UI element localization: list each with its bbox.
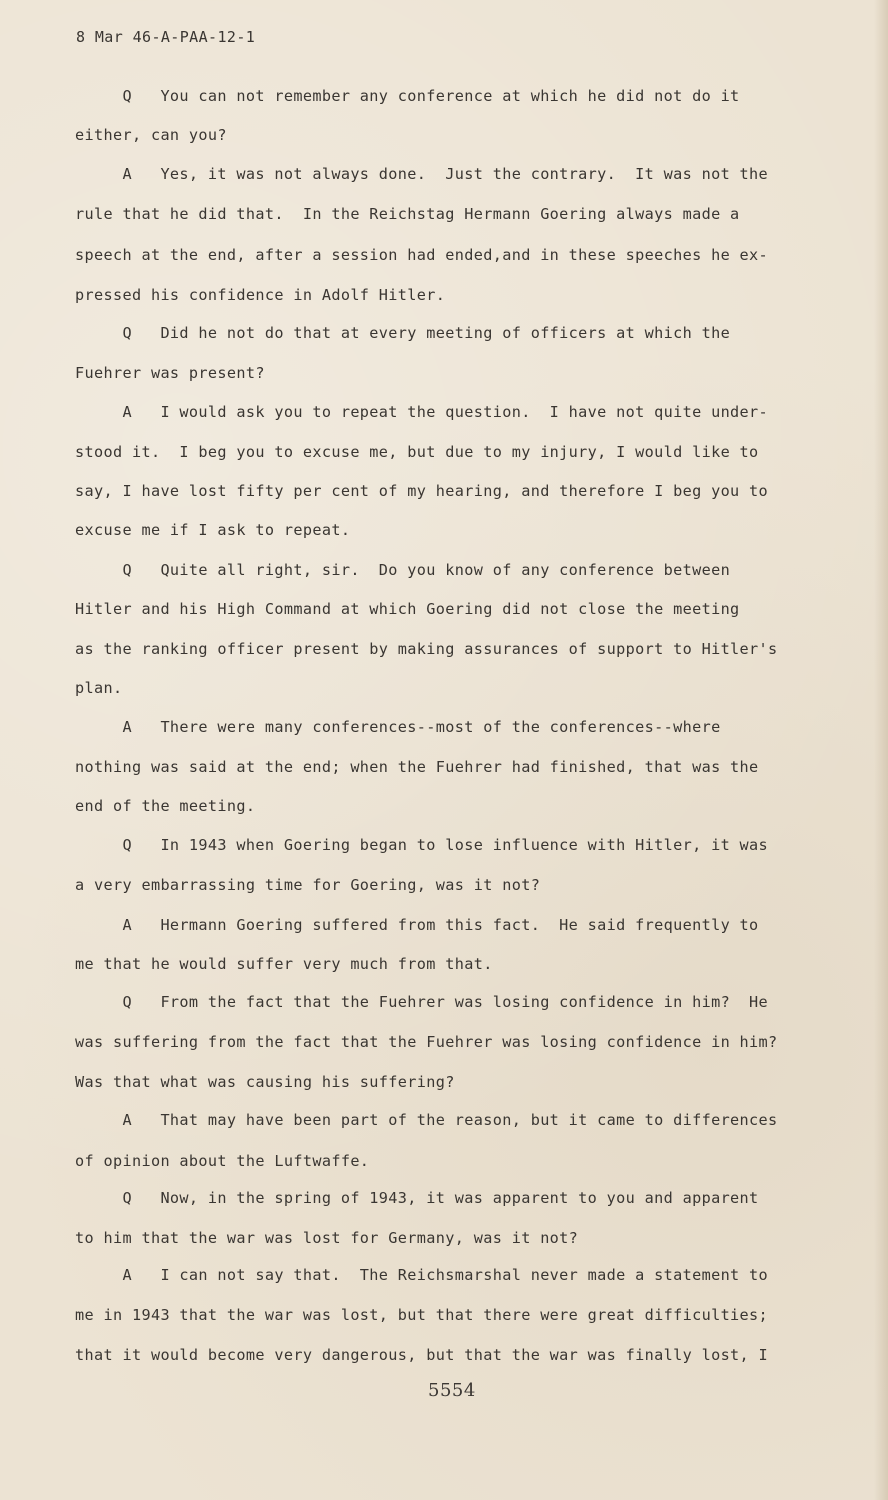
transcript-line: A I would ask you to repeat the question. I have not quite under- — [75, 403, 769, 421]
transcript-line: nothing was said at the end; when the Fuehrer had finished, that was the — [75, 758, 759, 776]
transcript-line: Fuehrer was present? — [75, 364, 265, 382]
transcript-line: me that he would suffer very much from that. — [75, 955, 493, 973]
transcript-line: Q Did he not do that at every meeting of officers at which the — [75, 324, 731, 342]
transcript-line: A Yes, it was not always done. Just the contrary. It was not the — [75, 165, 769, 183]
transcript-line: to him that the war was lost for Germany, was it not? — [75, 1229, 579, 1247]
page-number: 5554 — [428, 1380, 476, 1401]
transcript-line: pressed his confidence in Adolf Hitler. — [75, 286, 446, 304]
transcript-line: Q From the fact that the Fuehrer was losing confidence in him? He — [75, 993, 769, 1011]
transcript-line: Q In 1943 when Goering began to lose influence with Hitler, it was — [75, 836, 769, 854]
transcript-line: that it would become very dangerous, but that the war was finally lost, I — [75, 1346, 769, 1364]
transcript-line: Q Quite all right, sir. Do you know of any conference between — [75, 561, 731, 579]
transcript-line: me in 1943 that the war was lost, but that there were great difficulties; — [75, 1306, 769, 1324]
transcript-line: A Hermann Goering suffered from this fact. He said frequently to — [75, 916, 759, 934]
transcript-line: was suffering from the fact that the Fuehrer was losing confidence in him? — [75, 1033, 778, 1051]
transcript-line: say, I have lost fifty per cent of my hearing, and therefore I beg you to — [75, 482, 769, 500]
transcript-line: speech at the end, after a session had ended,and in these speeches he ex- — [75, 246, 769, 264]
document-header: 8 Mar 46-A-PAA-12-1 — [76, 28, 256, 46]
transcript-line: Hitler and his High Command at which Goering did not close the meeting — [75, 600, 740, 618]
transcript-line: either, can you? — [75, 126, 227, 144]
transcript-line: as the ranking officer present by making assurances of support to Hitler's — [75, 640, 778, 658]
transcript-line: Q You can not remember any conference at which he did not do it — [75, 87, 740, 105]
page-edge-shadow — [874, 0, 888, 1500]
transcript-line: rule that he did that. In the Reichstag Hermann Goering always made a — [75, 205, 740, 223]
transcript-line: A I can not say that. The Reichsmarshal never made a statement to — [75, 1266, 769, 1284]
transcript-line: of opinion about the Luftwaffe. — [75, 1152, 370, 1170]
transcript-line: excuse me if I ask to repeat. — [75, 521, 351, 539]
transcript-line: a very embarrassing time for Goering, was it not? — [75, 876, 541, 894]
transcript-line: stood it. I beg you to excuse me, but due to my injury, I would like to — [75, 443, 759, 461]
transcript-line: A There were many conferences--most of the conferences--where — [75, 718, 721, 736]
transcript-line: A That may have been part of the reason, but it came to differences — [75, 1111, 778, 1129]
transcript-line: Q Now, in the spring of 1943, it was apparent to you and apparent — [75, 1189, 759, 1207]
transcript-line: end of the meeting. — [75, 797, 256, 815]
transcript-line: Was that what was causing his suffering? — [75, 1073, 455, 1091]
transcript-line: plan. — [75, 679, 123, 697]
